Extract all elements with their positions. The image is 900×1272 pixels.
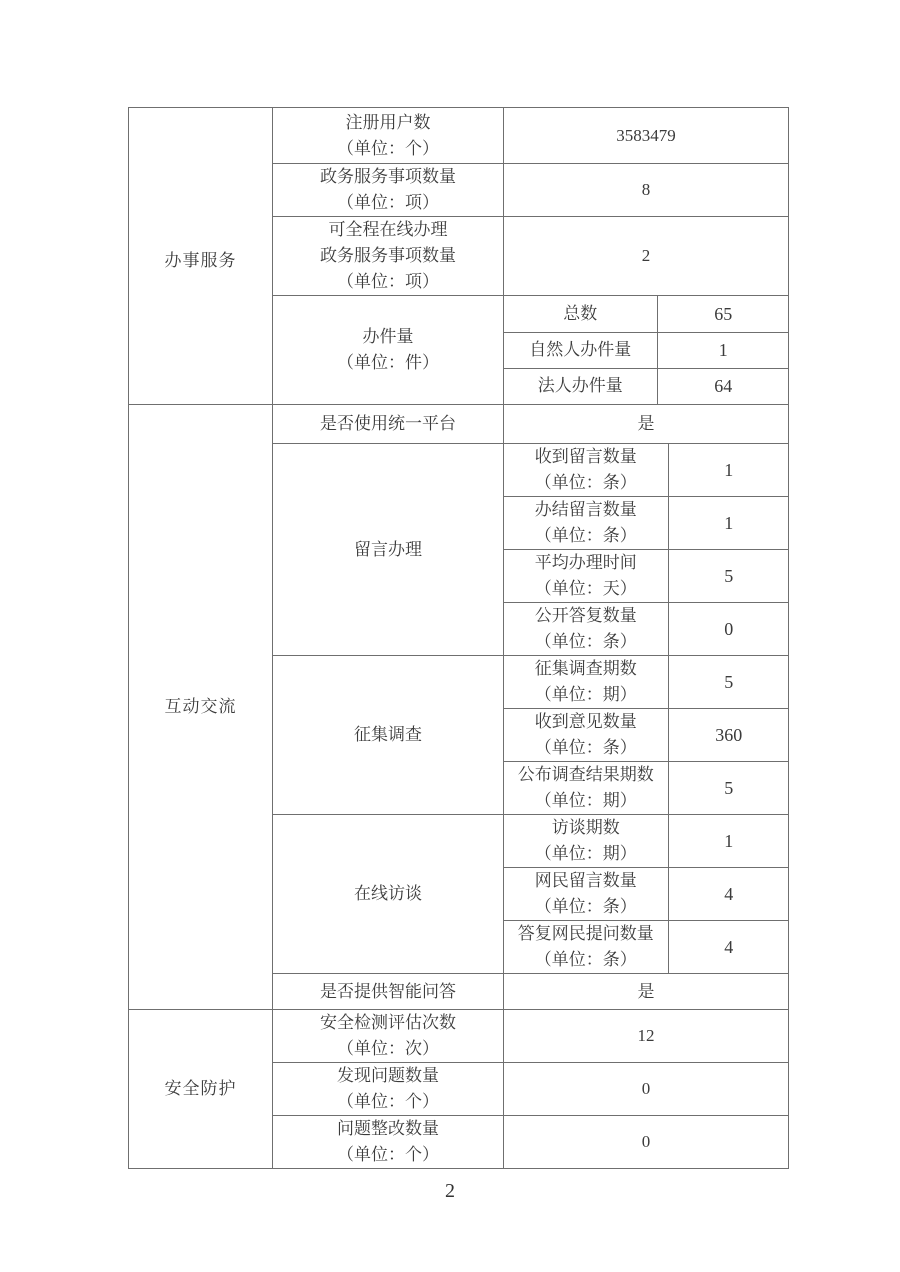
item-label: 发现问题数量 <box>337 1066 439 1085</box>
subrow-label: 法人办件量 <box>504 368 657 404</box>
item-unit: （单位：件） <box>337 353 439 372</box>
table-row <box>504 368 789 404</box>
value-cell: 8 <box>504 164 789 217</box>
item-cell <box>273 656 504 815</box>
item-label: 在线访谈 <box>354 884 422 903</box>
subrow-value: 4 <box>668 868 789 921</box>
subrow-label: 访谈期数 （单位：期） <box>504 815 668 868</box>
value-cell: 3583479 <box>504 108 789 164</box>
interview-subtable <box>504 815 789 973</box>
subrow-label: 收到意见数量 （单位：条） <box>504 709 668 762</box>
item-label: 政务服务事项数量 <box>320 167 456 186</box>
subrow-value: 5 <box>668 656 789 709</box>
table-row <box>504 296 789 332</box>
item-cell <box>273 815 504 974</box>
table-row <box>504 550 789 603</box>
item-cell <box>273 974 504 1010</box>
table-row <box>504 603 789 656</box>
item-label: 是否使用统一平台 <box>320 414 456 433</box>
item-cell <box>273 108 504 164</box>
value-cell: 0 <box>504 1116 789 1169</box>
item-cell <box>273 1116 504 1169</box>
subrow-value: 65 <box>657 296 789 332</box>
subrow-label: 自然人办件量 <box>504 332 657 368</box>
value-cell: 2 <box>504 217 789 296</box>
item-cell <box>273 217 504 296</box>
item-label: 注册用户数 <box>345 112 431 132</box>
table-row <box>129 108 789 164</box>
category-cell-security <box>129 1010 273 1169</box>
table-row <box>504 332 789 368</box>
category-label: 互动交流 <box>164 697 237 716</box>
item-cell <box>273 1063 504 1116</box>
category-cell-interaction <box>129 405 273 1010</box>
table-row <box>504 656 789 709</box>
item-label: 是否提供智能问答 <box>320 981 456 1001</box>
subrow-value: 1 <box>657 332 789 368</box>
subrow-label: 收到留言数量 （单位：条） <box>504 444 668 497</box>
item-label: 问题整改数量 <box>337 1119 439 1138</box>
subrow-value: 5 <box>668 550 789 603</box>
subtable-cell <box>504 296 789 405</box>
item-cell <box>273 296 504 405</box>
table-row <box>504 497 789 550</box>
subrow-label: 办结留言数量 （单位：条） <box>504 497 668 550</box>
subrow-label: 答复网民提问数量 （单位：条） <box>504 921 668 974</box>
table-row <box>504 762 789 815</box>
table-row <box>504 709 789 762</box>
subrow-label: 公布调查结果期数 （单位：期） <box>504 762 668 815</box>
table-row <box>504 815 789 868</box>
subrow-value: 1 <box>668 497 789 550</box>
value-cell: 0 <box>504 1063 789 1116</box>
item-unit: （单位：个） <box>337 1092 439 1111</box>
subrow-value: 5 <box>668 762 789 815</box>
item-unit: （单位：项） <box>337 272 439 291</box>
item-cell <box>273 1010 504 1063</box>
subrow-label: 征集调查期数 （单位：期） <box>504 656 668 709</box>
subrow-value: 4 <box>668 921 789 974</box>
item-label: 安全检测评估次数 <box>320 1013 456 1032</box>
item-unit: （单位：个） <box>337 1145 439 1164</box>
caseload-subtable <box>504 296 789 404</box>
subrow-label: 公开答复数量 （单位：条） <box>504 603 668 656</box>
subrow-label: 平均办理时间 （单位：天） <box>504 550 668 603</box>
item-unit: （单位：次） <box>337 1039 439 1058</box>
table-row <box>129 1010 789 1063</box>
subrow-value: 360 <box>668 709 789 762</box>
item-cell <box>273 405 504 444</box>
subrow-value: 1 <box>668 444 789 497</box>
subrow-value: 1 <box>668 815 789 868</box>
table-row <box>504 921 789 974</box>
item-unit: （单位：项） <box>337 193 439 212</box>
category-cell-service <box>129 108 273 405</box>
item-label: 留言办理 <box>354 539 422 559</box>
value-cell: 是 <box>504 974 789 1010</box>
subtable-cell <box>504 444 789 656</box>
subrow-label: 网民留言数量 （单位：条） <box>504 868 668 921</box>
subtable-cell <box>504 656 789 815</box>
table-row <box>129 405 789 444</box>
subrow-label: 总数 <box>504 296 657 332</box>
item-label: 政务服务事项数量 <box>320 246 456 265</box>
table-row <box>504 868 789 921</box>
value-cell: 是 <box>504 405 789 444</box>
item-label: 征集调查 <box>354 725 422 744</box>
item-unit: （单位：个） <box>337 138 439 158</box>
item-label: 办件量 <box>362 327 414 346</box>
item-label: 可全程在线办理 <box>328 220 448 239</box>
item-cell <box>273 444 504 656</box>
subtable-cell <box>504 815 789 974</box>
category-label: 安全防护 <box>164 1079 237 1098</box>
subrow-value: 0 <box>668 603 789 656</box>
messages-subtable <box>504 444 789 655</box>
item-cell <box>273 164 504 217</box>
table-row <box>504 444 789 497</box>
subrow-value: 64 <box>657 368 789 404</box>
survey-subtable <box>504 656 789 814</box>
page-number: 2 <box>445 1180 455 1202</box>
statistics-table <box>128 107 789 1169</box>
value-cell: 12 <box>504 1010 789 1063</box>
category-label: 办事服务 <box>164 250 237 270</box>
